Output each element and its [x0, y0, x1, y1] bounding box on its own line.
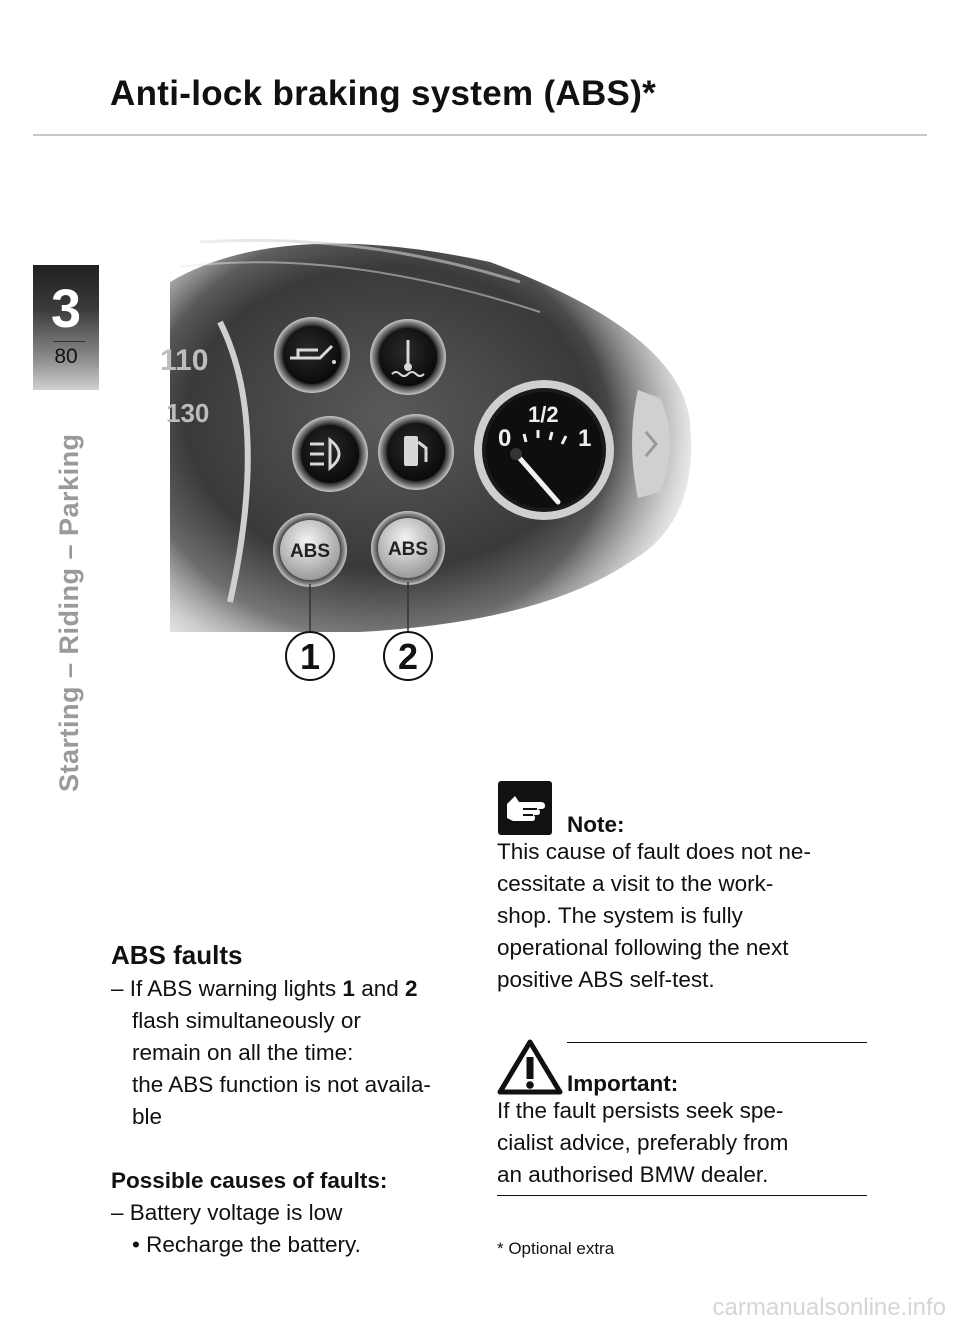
chapter-divider [53, 341, 85, 342]
title-divider [33, 134, 927, 136]
watermark: carmanualsonline.info [712, 1294, 946, 1321]
causes-heading: Possible causes of faults: [111, 1168, 388, 1193]
callout-2-label: 2 [397, 636, 419, 677]
fuel-gauge-label-1: 1 [578, 425, 592, 452]
callout-1-label: 1 [299, 636, 321, 677]
cause-item: – Battery voltage is low [111, 1200, 343, 1225]
note-text: This cause of fault does not ne- cessitate a visit to the work- shop. The system is fully operational following the next positive ABS self-test. [497, 839, 811, 992]
chapter-tab [33, 265, 99, 390]
instrument-cluster-photo [160, 222, 700, 692]
important-block [497, 1042, 877, 1196]
abs-faults-section [111, 940, 481, 1261]
headlight-lamp [292, 416, 368, 492]
ref-2: 2 [405, 976, 418, 1001]
callout-2 [384, 632, 432, 680]
ref-1: 1 [342, 976, 355, 1001]
section-label: Starting – Riding – Parking [54, 433, 84, 792]
footnote: * Optional extra [497, 1239, 615, 1258]
fuel-reserve-lamp [378, 414, 454, 490]
page-number: 80 [54, 345, 78, 368]
fault-item: – If ABS warning lights 1 and 2 flash simultaneously or remain on all the time: the ABS function is not availa- ble [111, 976, 431, 1129]
important-label: Important: [567, 1071, 679, 1096]
abs-faults-heading: ABS faults [111, 940, 243, 970]
important-text: If the fault persists seek spe- cialist advice, preferably from an authorised BMW dealer. [497, 1098, 789, 1187]
warning-triangle-icon [497, 1039, 563, 1095]
abs-warning-lamp-1 [273, 513, 347, 587]
page-title: Anti-lock braking system (ABS)* [110, 74, 657, 113]
fuel-gauge-label-half: 1/2 [528, 402, 559, 427]
abs-lamp-1-text: ABS [289, 541, 331, 562]
note-header [497, 780, 877, 836]
fuel-gauge [474, 380, 614, 520]
notes-column [497, 780, 877, 1196]
abs-warning-lamp-2 [371, 511, 445, 585]
important-bottom-rule [497, 1195, 867, 1196]
note-label: Note: [567, 812, 625, 837]
fuel-gauge-label-0: 0 [498, 425, 512, 452]
chapter-number: 3 [50, 279, 82, 339]
speedo-label-110: 110 [160, 344, 209, 377]
note-hand-icon [497, 780, 553, 836]
cause-action: • Recharge the battery. [132, 1232, 361, 1257]
coolant-temperature-lamp [370, 319, 446, 395]
oil-pressure-lamp [274, 317, 350, 393]
speedo-label-130: 130 [166, 398, 210, 428]
important-header [497, 1037, 877, 1095]
abs-lamp-2-text: ABS [387, 539, 429, 560]
callout-1 [286, 632, 334, 680]
